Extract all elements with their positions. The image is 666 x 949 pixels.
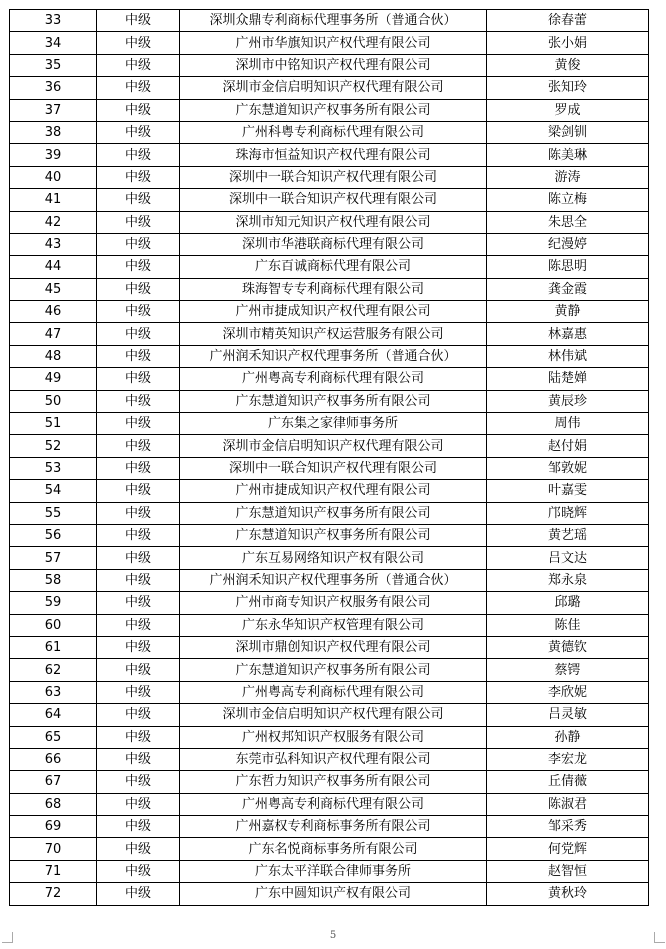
row-number-cell: 56 xyxy=(10,524,97,546)
level-cell: 中级 xyxy=(97,435,180,457)
organization-cell: 广州市捷成知识产权代理有限公司 xyxy=(180,480,487,502)
row-number-cell: 60 xyxy=(10,614,97,636)
table-row xyxy=(10,681,649,703)
name-cell: 李宏龙 xyxy=(487,748,649,770)
row-number-cell: 68 xyxy=(10,793,97,815)
organization-cell: 广州粤高专利商标代理有限公司 xyxy=(180,793,487,815)
organization-cell: 深圳市中铭知识产权代理有限公司 xyxy=(180,54,487,76)
organization-cell: 广州权邦知识产权服务有限公司 xyxy=(180,726,487,748)
level-cell: 中级 xyxy=(97,77,180,99)
level-cell: 中级 xyxy=(97,748,180,770)
row-number-cell: 52 xyxy=(10,435,97,457)
name-cell: 邹敦妮 xyxy=(487,457,649,479)
table-row xyxy=(10,121,649,143)
organization-cell: 广东慧道知识产权事务所有限公司 xyxy=(180,99,487,121)
level-cell: 中级 xyxy=(97,614,180,636)
organization-cell: 深圳市金信启明知识产权代理有限公司 xyxy=(180,435,487,457)
name-cell: 吕灵敏 xyxy=(487,704,649,726)
table-row xyxy=(10,323,649,345)
table-row xyxy=(10,726,649,748)
level-cell: 中级 xyxy=(97,704,180,726)
level-cell: 中级 xyxy=(97,547,180,569)
name-cell: 叶嘉雯 xyxy=(487,480,649,502)
organization-cell: 珠海市恒益知识产权代理有限公司 xyxy=(180,144,487,166)
organization-cell: 广东慧道知识产权事务所有限公司 xyxy=(180,659,487,681)
level-cell: 中级 xyxy=(97,569,180,591)
organization-cell: 广东名悦商标事务所有限公司 xyxy=(180,838,487,860)
row-number-cell: 44 xyxy=(10,256,97,278)
row-number-cell: 38 xyxy=(10,121,97,143)
organization-cell: 深圳市精英知识产权运营服务有限公司 xyxy=(180,323,487,345)
name-cell: 罗成 xyxy=(487,99,649,121)
name-cell: 邱璐 xyxy=(487,592,649,614)
row-number-cell: 35 xyxy=(10,54,97,76)
level-cell: 中级 xyxy=(97,278,180,300)
name-cell: 陈立梅 xyxy=(487,189,649,211)
level-cell: 中级 xyxy=(97,883,180,905)
table-row xyxy=(10,77,649,99)
name-cell: 陆楚婵 xyxy=(487,368,649,390)
name-cell: 吕文达 xyxy=(487,547,649,569)
row-number-cell: 47 xyxy=(10,323,97,345)
table-row xyxy=(10,748,649,770)
table-row xyxy=(10,883,649,905)
organization-cell: 深圳众鼎专利商标代理事务所（普通合伙） xyxy=(180,10,487,32)
row-number-cell: 45 xyxy=(10,278,97,300)
name-cell: 陈淑君 xyxy=(487,793,649,815)
level-cell: 中级 xyxy=(97,390,180,412)
name-cell: 梁剑钏 xyxy=(487,121,649,143)
name-cell: 纪漫婷 xyxy=(487,233,649,255)
name-cell: 郑永泉 xyxy=(487,569,649,591)
table-row xyxy=(10,480,649,502)
table-row xyxy=(10,413,649,435)
organization-cell: 东莞市弘科知识产权代理有限公司 xyxy=(180,748,487,770)
name-cell: 黄艺瑶 xyxy=(487,524,649,546)
organization-cell: 广东太平洋联合律师事务所 xyxy=(180,860,487,882)
organization-cell: 深圳市金信启明知识产权代理有限公司 xyxy=(180,77,487,99)
table-row xyxy=(10,592,649,614)
table-row xyxy=(10,569,649,591)
row-number-cell: 70 xyxy=(10,838,97,860)
organization-cell: 深圳市知元知识产权代理有限公司 xyxy=(180,211,487,233)
level-cell: 中级 xyxy=(97,726,180,748)
level-cell: 中级 xyxy=(97,524,180,546)
organization-cell: 深圳中一联合知识产权代理有限公司 xyxy=(180,457,487,479)
organization-cell: 广东中圆知识产权有限公司 xyxy=(180,883,487,905)
level-cell: 中级 xyxy=(97,301,180,323)
organization-cell: 广东慧道知识产权事务所有限公司 xyxy=(180,502,487,524)
table-row xyxy=(10,636,649,658)
row-number-cell: 53 xyxy=(10,457,97,479)
name-cell: 张小娟 xyxy=(487,32,649,54)
row-number-cell: 54 xyxy=(10,480,97,502)
table-row xyxy=(10,233,649,255)
table-row xyxy=(10,166,649,188)
row-number-cell: 64 xyxy=(10,704,97,726)
name-cell: 陈佳 xyxy=(487,614,649,636)
level-cell: 中级 xyxy=(97,54,180,76)
table-row xyxy=(10,368,649,390)
table-row xyxy=(10,860,649,882)
row-number-cell: 69 xyxy=(10,816,97,838)
row-number-cell: 36 xyxy=(10,77,97,99)
row-number-cell: 42 xyxy=(10,211,97,233)
row-number-cell: 41 xyxy=(10,189,97,211)
row-number-cell: 46 xyxy=(10,301,97,323)
name-cell: 黄俊 xyxy=(487,54,649,76)
level-cell: 中级 xyxy=(97,99,180,121)
name-cell: 游涛 xyxy=(487,166,649,188)
row-number-cell: 39 xyxy=(10,144,97,166)
roster-table xyxy=(9,9,649,906)
row-number-cell: 50 xyxy=(10,390,97,412)
table-row xyxy=(10,54,649,76)
row-number-cell: 72 xyxy=(10,883,97,905)
organization-cell: 广州润禾知识产权代理事务所（普通合伙） xyxy=(180,569,487,591)
table-row xyxy=(10,793,649,815)
name-cell: 蔡锷 xyxy=(487,659,649,681)
row-number-cell: 51 xyxy=(10,413,97,435)
page-number: 5 xyxy=(329,930,337,941)
level-cell: 中级 xyxy=(97,457,180,479)
name-cell: 黄秋玲 xyxy=(487,883,649,905)
level-cell: 中级 xyxy=(97,323,180,345)
organization-cell: 深圳中一联合知识产权代理有限公司 xyxy=(180,166,487,188)
row-number-cell: 37 xyxy=(10,99,97,121)
table-row xyxy=(10,211,649,233)
name-cell: 何党辉 xyxy=(487,838,649,860)
table-row xyxy=(10,659,649,681)
row-number-cell: 65 xyxy=(10,726,97,748)
level-cell: 中级 xyxy=(97,771,180,793)
table-row xyxy=(10,838,649,860)
name-cell: 龚金霞 xyxy=(487,278,649,300)
level-cell: 中级 xyxy=(97,816,180,838)
organization-cell: 深圳市鼎创知识产权代理有限公司 xyxy=(180,636,487,658)
table-row xyxy=(10,10,649,32)
level-cell: 中级 xyxy=(97,838,180,860)
organization-cell: 广东集之家律师事务所 xyxy=(180,413,487,435)
name-cell: 丘倩薇 xyxy=(487,771,649,793)
level-cell: 中级 xyxy=(97,211,180,233)
name-cell: 徐春蕾 xyxy=(487,10,649,32)
level-cell: 中级 xyxy=(97,345,180,367)
organization-cell: 广东互易网络知识产权有限公司 xyxy=(180,547,487,569)
row-number-cell: 67 xyxy=(10,771,97,793)
organization-cell: 广州市商专知识产权服务有限公司 xyxy=(180,592,487,614)
level-cell: 中级 xyxy=(97,592,180,614)
name-cell: 孙静 xyxy=(487,726,649,748)
name-cell: 李欣妮 xyxy=(487,681,649,703)
level-cell: 中级 xyxy=(97,10,180,32)
name-cell: 邝晓辉 xyxy=(487,502,649,524)
organization-cell: 广东哲力知识产权事务所有限公司 xyxy=(180,771,487,793)
level-cell: 中级 xyxy=(97,413,180,435)
level-cell: 中级 xyxy=(97,860,180,882)
table-row xyxy=(10,99,649,121)
table-row xyxy=(10,502,649,524)
row-number-cell: 40 xyxy=(10,166,97,188)
row-number-cell: 55 xyxy=(10,502,97,524)
level-cell: 中级 xyxy=(97,189,180,211)
table-row xyxy=(10,704,649,726)
row-number-cell: 71 xyxy=(10,860,97,882)
row-number-cell: 59 xyxy=(10,592,97,614)
level-cell: 中级 xyxy=(97,144,180,166)
level-cell: 中级 xyxy=(97,502,180,524)
organization-cell: 深圳市金信启明知识产权代理有限公司 xyxy=(180,704,487,726)
name-cell: 赵智恒 xyxy=(487,860,649,882)
level-cell: 中级 xyxy=(97,480,180,502)
row-number-cell: 34 xyxy=(10,32,97,54)
name-cell: 陈美琳 xyxy=(487,144,649,166)
name-cell: 邹采秀 xyxy=(487,816,649,838)
level-cell: 中级 xyxy=(97,659,180,681)
name-cell: 陈思明 xyxy=(487,256,649,278)
name-cell: 张知玲 xyxy=(487,77,649,99)
table-row xyxy=(10,189,649,211)
table-row xyxy=(10,524,649,546)
name-cell: 赵付娟 xyxy=(487,435,649,457)
row-number-cell: 33 xyxy=(10,10,97,32)
roster-body xyxy=(10,10,649,906)
name-cell: 黄静 xyxy=(487,301,649,323)
level-cell: 中级 xyxy=(97,32,180,54)
organization-cell: 广州市华旗知识产权代理有限公司 xyxy=(180,32,487,54)
row-number-cell: 43 xyxy=(10,233,97,255)
table-row xyxy=(10,256,649,278)
table-row xyxy=(10,816,649,838)
row-number-cell: 57 xyxy=(10,547,97,569)
organization-cell: 珠海智专专利商标代理有限公司 xyxy=(180,278,487,300)
level-cell: 中级 xyxy=(97,636,180,658)
organization-cell: 深圳中一联合知识产权代理有限公司 xyxy=(180,189,487,211)
organization-cell: 广东慧道知识产权事务所有限公司 xyxy=(180,524,487,546)
table-row xyxy=(10,278,649,300)
row-number-cell: 58 xyxy=(10,569,97,591)
row-number-cell: 61 xyxy=(10,636,97,658)
organization-cell: 广州粤高专利商标代理有限公司 xyxy=(180,368,487,390)
organization-cell: 广东永华知识产权管理有限公司 xyxy=(180,614,487,636)
table-row xyxy=(10,435,649,457)
organization-cell: 广州润禾知识产权代理事务所（普通合伙） xyxy=(180,345,487,367)
row-number-cell: 49 xyxy=(10,368,97,390)
table-row xyxy=(10,457,649,479)
row-number-cell: 63 xyxy=(10,681,97,703)
table-row xyxy=(10,547,649,569)
name-cell: 周伟 xyxy=(487,413,649,435)
table-row xyxy=(10,390,649,412)
organization-cell: 广东慧道知识产权事务所有限公司 xyxy=(180,390,487,412)
organization-cell: 深圳市华港联商标代理有限公司 xyxy=(180,233,487,255)
table-row xyxy=(10,345,649,367)
table-row xyxy=(10,614,649,636)
table-row xyxy=(10,144,649,166)
level-cell: 中级 xyxy=(97,121,180,143)
row-number-cell: 62 xyxy=(10,659,97,681)
row-number-cell: 66 xyxy=(10,748,97,770)
level-cell: 中级 xyxy=(97,681,180,703)
name-cell: 朱思全 xyxy=(487,211,649,233)
level-cell: 中级 xyxy=(97,368,180,390)
organization-cell: 广东百诚商标代理有限公司 xyxy=(180,256,487,278)
level-cell: 中级 xyxy=(97,166,180,188)
table-row xyxy=(10,32,649,54)
organization-cell: 广州科粤专利商标代理有限公司 xyxy=(180,121,487,143)
table-row xyxy=(10,301,649,323)
organization-cell: 广州粤高专利商标代理有限公司 xyxy=(180,681,487,703)
level-cell: 中级 xyxy=(97,256,180,278)
name-cell: 黄德钦 xyxy=(487,636,649,658)
organization-cell: 广州市捷成知识产权代理有限公司 xyxy=(180,301,487,323)
name-cell: 林嘉惠 xyxy=(487,323,649,345)
row-number-cell: 48 xyxy=(10,345,97,367)
level-cell: 中级 xyxy=(97,793,180,815)
name-cell: 林伟斌 xyxy=(487,345,649,367)
name-cell: 黄辰珍 xyxy=(487,390,649,412)
table-row xyxy=(10,771,649,793)
organization-cell: 广州嘉权专利商标事务所有限公司 xyxy=(180,816,487,838)
level-cell: 中级 xyxy=(97,233,180,255)
